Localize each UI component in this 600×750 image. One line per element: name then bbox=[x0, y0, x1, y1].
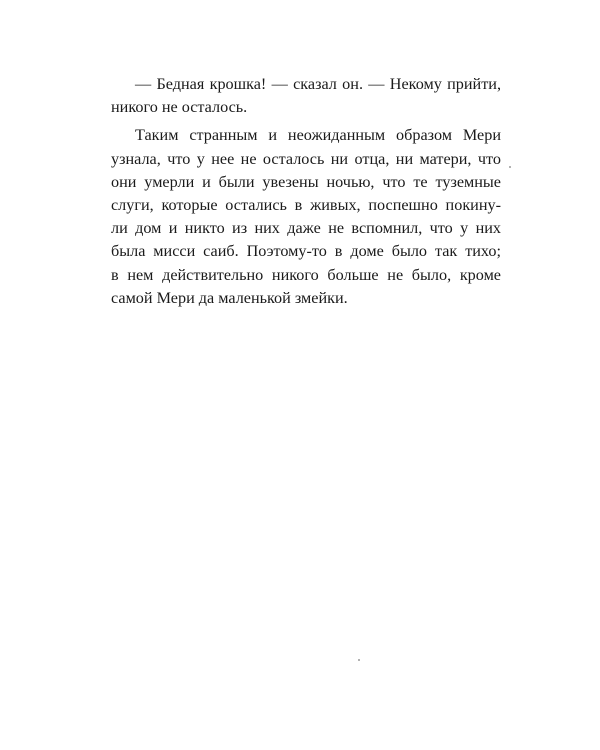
text-line: узнала, что у нее не осталось ни отца, ни матери, что bbox=[111, 149, 501, 168]
text-line: ли дом и никто из них даже не вспомнил, что у них bbox=[111, 219, 501, 238]
text-line: слуги, которые остались в живых, поспешно покину- bbox=[111, 196, 501, 215]
text-line: в нем действительно никого больше не было, кроме bbox=[111, 265, 501, 284]
scan-speck bbox=[509, 166, 511, 168]
page-text bbox=[111, 73, 501, 310]
paragraph-1 bbox=[111, 73, 501, 119]
text-line: Таким странным и неожиданным образом Мери bbox=[135, 126, 501, 145]
paragraph-2 bbox=[111, 124, 501, 310]
text-line: была мисси саиб. Поэтому-то в доме было так тихо; bbox=[111, 242, 501, 261]
text-line: они умерли и были увезены ночью, что те туземные bbox=[111, 172, 501, 191]
scan-speck bbox=[358, 659, 360, 661]
text-line: — Бедная крошка! — сказал он. — Некому прийти, bbox=[135, 75, 501, 93]
text-line: никого не осталось. bbox=[111, 98, 248, 117]
text-line: самой Мери да маленькой змейки. bbox=[111, 288, 348, 307]
